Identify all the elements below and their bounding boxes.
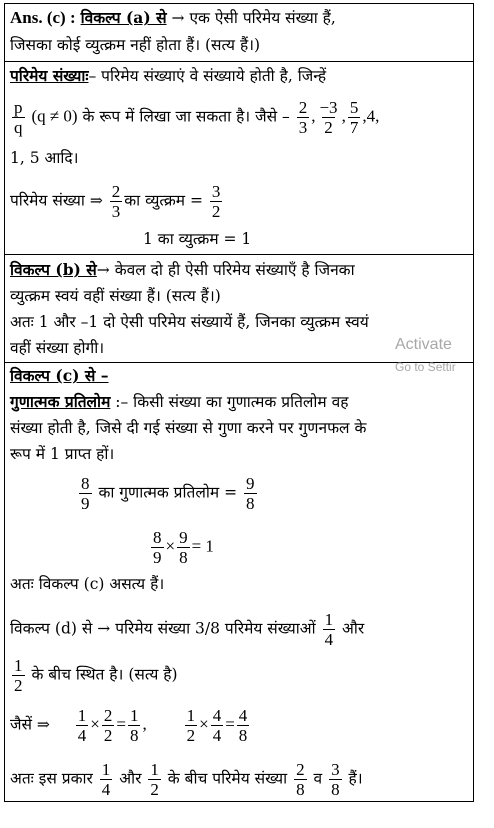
option-c-title: विकल्प (c) से – (10, 366, 109, 385)
option-b-heading: विकल्प (b) से (10, 260, 97, 279)
final-fraction (100, 760, 113, 799)
fraction-numerator: 1 (14, 656, 23, 675)
fraction-numerator: 8 (81, 474, 90, 493)
fraction-denominator: 2 (211, 202, 221, 221)
reciprocal-label: परिमेय संख्या ⇒ (10, 191, 103, 210)
equation-fraction (128, 706, 141, 745)
final-fraction (148, 760, 161, 799)
example-fraction (348, 98, 361, 137)
times-sign: × (165, 536, 176, 556)
fraction-numerator: 2 (103, 706, 113, 725)
answer-box (4, 3, 474, 802)
answer-label: Ans. (c) : (10, 8, 76, 27)
fraction-denominator: 9 (81, 494, 90, 513)
reciprocal-result (210, 182, 223, 221)
pq-fraction (12, 98, 25, 137)
example-tail: ,4, (362, 106, 380, 126)
examples-end: 1, 5 आदि। (10, 149, 79, 167)
multiplicative-inverse-heading: गुणात्मक प्रतिलोम (10, 392, 111, 411)
example-equations (10, 706, 251, 745)
option-b-line-3: अतः 1 और –1 दो ऐसी परिमेय संख्यायें हैं, जिनका व्युत्क्रम स्वयं (10, 313, 369, 331)
multiplicative-inverse-line-3: रूप में 1 प्राप्त हों। (10, 445, 115, 463)
inverse-equation (77, 474, 259, 513)
rational-definition-text: – परिमेय संख्याएं वे संख्याये होती है, जिन्हें (88, 67, 327, 85)
final-text-a: अतः इस प्रकार (10, 769, 93, 788)
fraction-denominator: 2 (186, 726, 196, 745)
pq-denominator: q (14, 118, 23, 137)
fraction-denominator: 4 (212, 726, 222, 745)
final-text-e: हैं। (348, 769, 363, 788)
option-a-text: एक ऐसी परिमेय संख्या हैं, (189, 9, 336, 27)
product-equation (149, 528, 214, 567)
multiplicative-inverse-line-2: संख्या होती है, जिसे दी गई संख्या से गुणा करने पर गुणनफल के (10, 419, 367, 437)
fraction-numerator: 1 (77, 706, 87, 725)
product-fraction-b (177, 528, 190, 567)
equation-fraction (76, 706, 89, 745)
example-numerator: 5 (349, 98, 359, 117)
final-text-d: व (313, 769, 323, 788)
times-sign: × (90, 714, 100, 734)
fraction-numerator: 1 (186, 706, 196, 725)
fraction-denominator: 2 (150, 780, 159, 799)
arrow-icon: → (171, 9, 185, 27)
fraction-denominator: 2 (14, 676, 23, 695)
fraction-denominator: 8 (296, 780, 305, 799)
fraction-denominator: 8 (179, 548, 188, 567)
activation-watermark-subtitle: Go to Settir (395, 360, 456, 374)
example-fraction (317, 98, 339, 137)
fraction-numerator: 2 (111, 182, 121, 201)
fraction-denominator: 2 (103, 726, 113, 745)
inverse-fraction (79, 474, 92, 513)
fraction-numerator: 3 (211, 182, 221, 201)
fraction-denominator: 8 (331, 780, 340, 799)
rational-definition-line (10, 66, 326, 86)
half-fraction (12, 656, 25, 695)
fraction-numerator: 1 (150, 760, 159, 779)
equals-sign: = (225, 714, 235, 734)
pq-form-line: $\frac{p}{q}$ (q ≠ 0) के रूप में लिखा जा सकता है। जैसे – $\frac{2}{3}$ , $\frac{-3}{2}$ , $\frac{5}{7}$ ,4, (14, 98, 380, 137)
equation-fraction (185, 706, 198, 745)
fraction-numerator: 9 (246, 474, 255, 493)
fraction-denominator: 9 (153, 548, 162, 567)
fraction-numerator: 8 (153, 528, 162, 547)
example-denominator: 2 (324, 118, 333, 137)
fraction-numerator: 4 (238, 706, 248, 725)
product-fraction-a (151, 528, 164, 567)
answer-line-1 (10, 8, 336, 28)
fraction-denominator: 8 (129, 726, 139, 745)
fraction-denominator: 8 (238, 726, 248, 745)
equation-fraction (211, 706, 224, 745)
option-a-heading: विकल्प (a) से (80, 8, 167, 27)
option-d-text: परिमेय संख्या 3/8 परिमेय संख्याओं (115, 619, 316, 638)
option-d-line-1 (10, 610, 364, 649)
divider (5, 61, 473, 62)
example-denominator: 7 (349, 118, 359, 137)
example-numerator: 2 (298, 98, 308, 117)
reciprocal-fraction (110, 182, 123, 221)
final-text-b: और (119, 769, 142, 788)
arrow-icon: → (96, 261, 110, 279)
reciprocal-line (10, 182, 224, 221)
example-denominator: 3 (298, 118, 308, 137)
example-fraction (297, 98, 310, 137)
fraction-numerator: 4 (212, 706, 222, 725)
equation-fraction (237, 706, 250, 745)
inverse-text: का गुणात्मक प्रतिलोम = (98, 483, 238, 502)
pq-numerator: p (14, 98, 23, 117)
activation-watermark-title: Activate (395, 336, 452, 353)
inverse-result (244, 474, 257, 513)
pq-form-text: के रूप में लिखा जा सकता है। जैसे – (82, 107, 290, 126)
fraction-denominator: 3 (111, 202, 121, 221)
option-b-line-1 (10, 260, 355, 280)
fraction-denominator: 4 (101, 780, 111, 799)
arrow-icon: → (97, 619, 111, 638)
option-b-line-2: व्युत्क्रम स्वयं वहीं संख्या हैं। (सत्य हैं।) (10, 287, 221, 305)
product-result: = 1 (191, 536, 214, 556)
option-c-heading (10, 366, 109, 386)
reciprocal-one: 1 का व्युत्क्रम = 1 (143, 230, 252, 248)
fraction-denominator: 4 (77, 726, 87, 745)
pq-condition: (q ≠ 0) (31, 106, 78, 126)
option-d-text-2: के बीच स्थित है। (सत्य है) (31, 665, 178, 684)
equals-sign: = (116, 714, 126, 734)
rational-heading: परिमेय संख्याः (10, 66, 89, 85)
and-word: और (342, 619, 365, 638)
example-numerator: −3 (319, 98, 338, 117)
equation-fraction (102, 706, 115, 745)
multiplicative-inverse-text: :– किसी संख्या का गुणात्मक प्रतिलोम वह (115, 393, 349, 411)
fraction-denominator: 8 (246, 494, 255, 513)
comma: , (142, 714, 147, 734)
times-sign: × (199, 714, 209, 734)
fraction-numerator: 9 (179, 528, 188, 547)
example-label: जैसें ⇒ (10, 715, 50, 734)
divider (5, 254, 473, 255)
answer-line-2: जिसका कोई व्युत्क्रम नहीं होता हैं। (सत्य हैं।) (10, 36, 261, 54)
fraction-numerator: 1 (129, 706, 139, 725)
option-d-line-2 (10, 656, 178, 695)
fraction-numerator: 2 (296, 760, 305, 779)
fraction-numerator: 1 (101, 760, 111, 779)
option-c-conclusion: अतः विकल्प (c) असत्य हैं। (10, 575, 165, 593)
final-conclusion (10, 760, 363, 799)
reciprocal-text: का व्युत्क्रम = (124, 191, 203, 210)
final-fraction (329, 760, 342, 799)
fraction-denominator: 4 (324, 630, 334, 649)
final-text-c: के बीच परिमेय संख्या (167, 769, 288, 788)
multiplicative-inverse-line-1 (10, 392, 348, 412)
fraction-numerator: 1 (324, 610, 334, 629)
quarter-fraction (323, 610, 336, 649)
final-fraction (294, 760, 307, 799)
option-b-text: केवल दो ही ऐसी परिमेय संख्याएँ है जिनका (114, 261, 355, 279)
option-d-heading: विकल्प (d) से (10, 619, 93, 638)
fraction-numerator: 3 (331, 760, 340, 779)
option-b-line-4: वहीं संख्या होगी। (10, 339, 105, 357)
